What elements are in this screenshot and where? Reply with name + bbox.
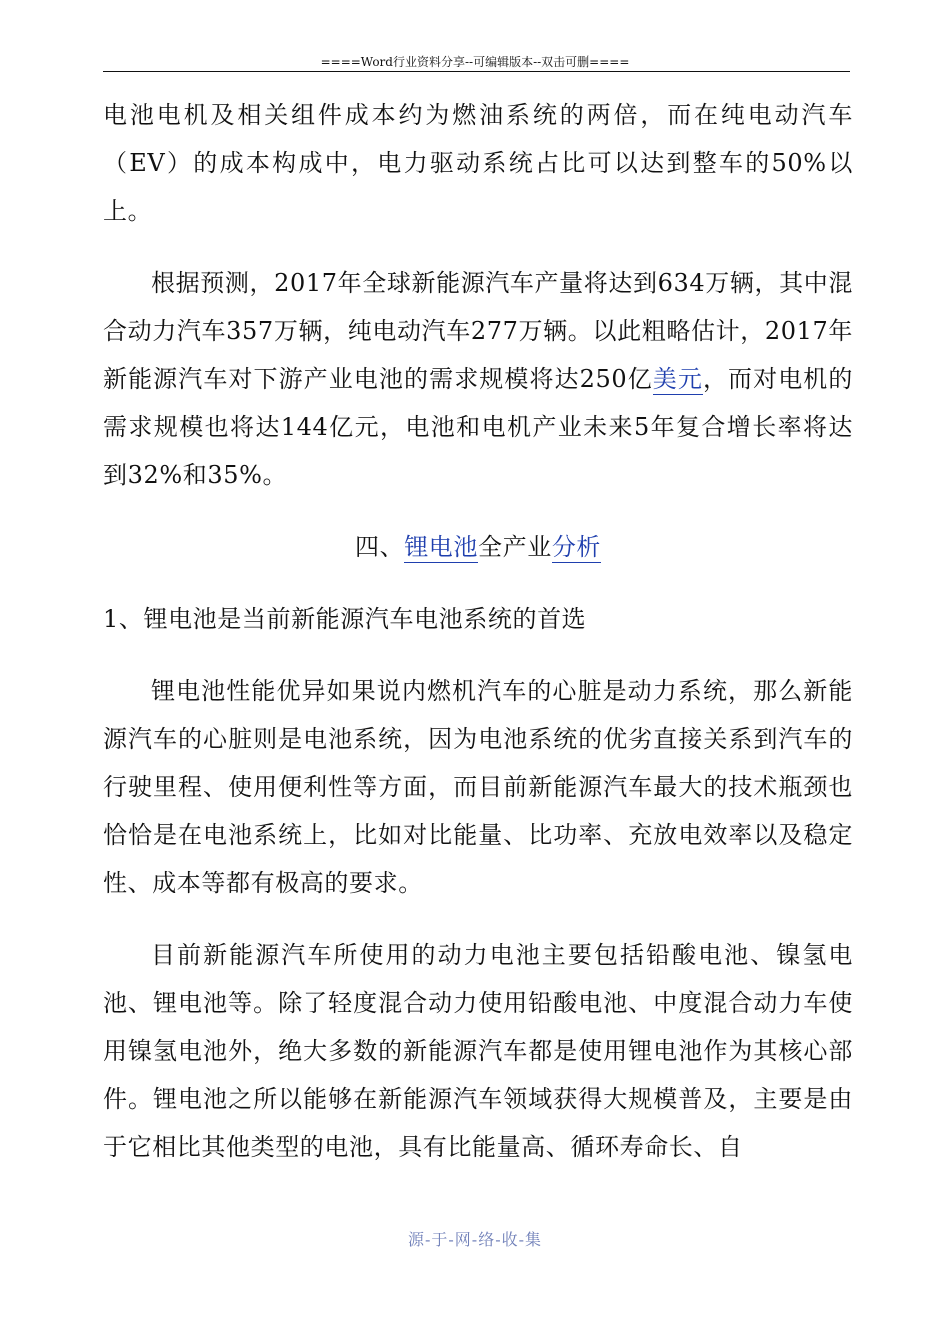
paragraph-forecast — [103, 259, 853, 499]
paragraph-cost: 电池电机及相关组件成本约为燃油系统的两倍，而在纯电动汽车（EV）的成本构成中，电力驱动系统占比可以达到整车的50%以上。 — [103, 101, 853, 225]
subheading: 1、锂电池是当前新能源汽车电池系统的首选 — [103, 605, 587, 633]
paragraph-performance: 锂电池性能优异如果说内燃机汽车的心脏是动力系统，那么新能源汽车的心脏则是电池系统，因为电池系统的优劣直接关系到汽车的行驶里程、使用便利性等方面，而目前新能源汽车最大的技术瓶颈也恰恰是在电池系统上，比如对比能量、比功率、充放电效率以及稳定性、成本等都有极高的要求。 — [103, 677, 853, 897]
usd-link[interactable]: 美元 — [652, 365, 703, 393]
page-footer: 源-于-网-络-收-集 — [407, 1230, 543, 1249]
forecast-text-a: 根据预测，2017年全球新能源汽车产量将达到634万辆，其中混合动力汽车357万辆，纯电动汽车277万辆。以此粗略估计，2017年新能源汽车对下游产业电池的需求规模将达250亿 — [103, 269, 853, 393]
forecast-text-b: ，而对电机的需求规模也将达144亿元，电池和电机产业未来5年复合增长率将达到32%和35%。 — [103, 365, 853, 489]
analysis-link[interactable]: 分析 — [551, 533, 602, 561]
page-header: ====Word行业资料分享--可编辑版本--双击可删==== — [320, 55, 630, 69]
header-divider — [103, 71, 850, 72]
document-body — [103, 91, 853, 1171]
section-middle: 全产业 — [478, 533, 552, 561]
lithium-battery-link[interactable]: 锂电池 — [404, 533, 478, 561]
section-prefix: 四、 — [354, 533, 405, 561]
section-heading — [103, 523, 853, 571]
paragraph-battery-types: 目前新能源汽车所使用的动力电池主要包括铅酸电池、镍氢电池、锂电池等。除了轻度混合动力使用铅酸电池、中度混合动力车使用镍氢电池外，绝大多数的新能源汽车都是使用锂电池作为其核心部件。锂电池之所以能够在新能源汽车领域获得大规模普及，主要是由于它相比其他类型的电池，具有比能量高、循环寿命长、自 — [103, 941, 853, 1161]
